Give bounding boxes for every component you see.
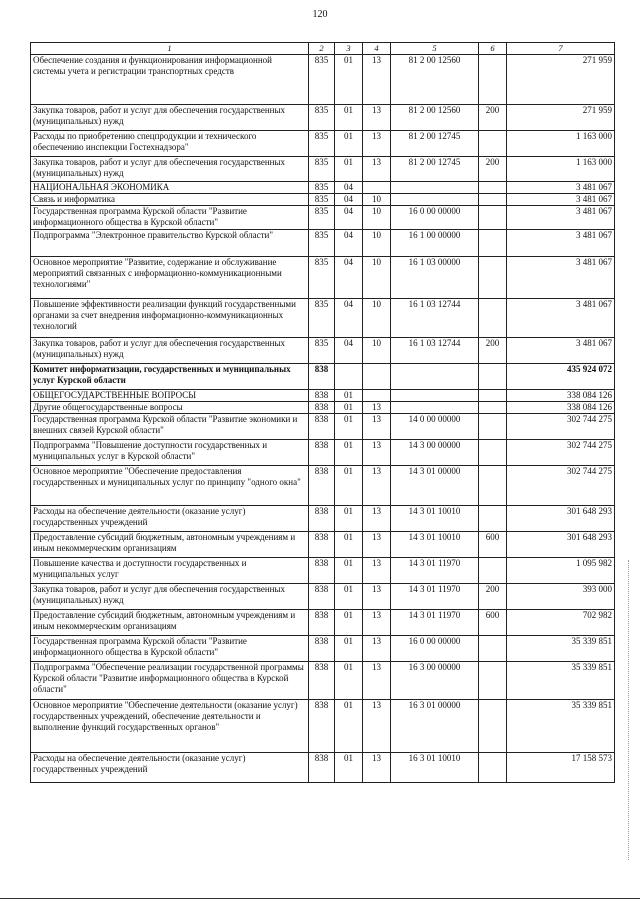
row-subsection: 13: [363, 402, 391, 414]
row-section: 04: [335, 299, 363, 338]
table-row: [31, 506, 615, 532]
row-target-article: 81 2 00 12745: [391, 131, 479, 157]
row-expense-type: [479, 299, 507, 338]
row-target-article: 14 3 01 00000: [391, 466, 479, 506]
row-admin-code: 835: [309, 206, 335, 230]
row-admin-code: 838: [309, 506, 335, 532]
row-section: 01: [335, 584, 363, 610]
col-header-1: 1: [31, 43, 309, 55]
table-row: [31, 390, 615, 402]
table-row: [31, 662, 615, 700]
row-amount: 3 481 067: [507, 182, 615, 194]
table-row: [31, 700, 615, 753]
row-section: [335, 364, 363, 390]
row-subsection: 13: [363, 584, 391, 610]
row-section: 04: [335, 182, 363, 194]
row-section: 01: [335, 402, 363, 414]
row-section: 04: [335, 338, 363, 364]
row-name: ОБЩЕГОСУДАРСТВЕННЫЕ ВОПРОСЫ: [31, 390, 309, 402]
row-subsection: 13: [363, 55, 391, 105]
row-admin-code: 835: [309, 131, 335, 157]
row-name: Основное мероприятие "Обеспечение деятельности (оказание услуг) государственных учреждений, обеспечение деятельности и выполнение функций государственных органов": [31, 700, 309, 753]
row-target-article: 14 3 01 10010: [391, 506, 479, 532]
row-amount: 3 481 067: [507, 206, 615, 230]
row-amount: 35 339 851: [507, 636, 615, 662]
scan-artifact: [628, 560, 630, 860]
row-name: Расходы по приобретению спецпродукции и технического обеспечению инспекции Гостехнадзора": [31, 131, 309, 157]
row-target-article: 14 3 00 00000: [391, 440, 479, 466]
row-section: 01: [335, 506, 363, 532]
row-target-article: 16 3 00 00000: [391, 662, 479, 700]
row-section: 01: [335, 414, 363, 440]
row-amount: 301 648 293: [507, 532, 615, 558]
col-header-6: 6: [479, 43, 507, 55]
row-subsection: 13: [363, 532, 391, 558]
row-section: 01: [335, 558, 363, 584]
table-row: [31, 610, 615, 636]
col-header-7: 7: [507, 43, 615, 55]
row-subsection: 13: [363, 157, 391, 182]
table-row: [31, 157, 615, 182]
row-name: Расходы на обеспечение деятельности (оказание услуг) государственных учреждений: [31, 506, 309, 532]
row-name: Подпрограмма "Электронное правительство Курской области": [31, 230, 309, 257]
row-amount: 302 744 275: [507, 466, 615, 506]
col-header-4: 4: [363, 43, 391, 55]
row-name: Закупка товаров, работ и услуг для обеспечения государственных (муниципальных) нужд: [31, 105, 309, 131]
row-admin-code: 838: [309, 390, 335, 402]
row-admin-code: 838: [309, 636, 335, 662]
row-target-article: 14 3 01 11970: [391, 584, 479, 610]
page-number: 120: [312, 9, 328, 20]
row-amount: 301 648 293: [507, 506, 615, 532]
row-target-article: [391, 182, 479, 194]
row-subsection: 10: [363, 230, 391, 257]
row-amount: 338 084 126: [507, 402, 615, 414]
row-target-article: 81 2 00 12560: [391, 105, 479, 131]
row-admin-code: 838: [309, 364, 335, 390]
row-name: Связь и информатика: [31, 194, 309, 206]
row-subsection: 10: [363, 257, 391, 299]
row-admin-code: 838: [309, 440, 335, 466]
row-expense-type: [479, 230, 507, 257]
row-subsection: 13: [363, 131, 391, 157]
row-section: 01: [335, 131, 363, 157]
row-expense-type: [479, 131, 507, 157]
row-amount: 3 481 067: [507, 194, 615, 206]
row-admin-code: 838: [309, 532, 335, 558]
row-admin-code: 838: [309, 662, 335, 700]
row-admin-code: 835: [309, 230, 335, 257]
table-row: [31, 414, 615, 440]
row-name: Комитет информатизации, государственных и муниципальных услуг Курской области: [31, 364, 309, 390]
row-amount: 35 339 851: [507, 700, 615, 753]
row-target-article: [391, 364, 479, 390]
row-admin-code: 835: [309, 194, 335, 206]
row-target-article: [391, 390, 479, 402]
row-amount: 3 481 067: [507, 338, 615, 364]
table-row: [31, 131, 615, 157]
row-admin-code: 835: [309, 257, 335, 299]
table-row: [31, 299, 615, 338]
row-expense-type: [479, 662, 507, 700]
row-name: Расходы на обеспечение деятельности (оказание услуг) государственных учреждений: [31, 753, 309, 783]
row-subsection: 13: [363, 440, 391, 466]
row-subsection: 13: [363, 466, 391, 506]
row-target-article: 16 1 00 00000: [391, 230, 479, 257]
row-amount: 271 959: [507, 105, 615, 131]
row-amount: 435 924 072: [507, 364, 615, 390]
row-expense-type: [479, 182, 507, 194]
table-row: [31, 532, 615, 558]
row-subsection: [363, 364, 391, 390]
row-amount: 35 339 851: [507, 662, 615, 700]
table-row: [31, 402, 615, 414]
row-name: Основное мероприятие "Развитие, содержание и обслуживание мероприятий связанных с информационно-коммуникационными технологиями": [31, 257, 309, 299]
row-target-article: 14 0 00 00000: [391, 414, 479, 440]
table-row: [31, 230, 615, 257]
row-subsection: 13: [363, 610, 391, 636]
row-subsection: [363, 390, 391, 402]
row-amount: 17 158 573: [507, 753, 615, 783]
row-name: Подпрограмма "Обеспечение реализации государственной программы Курской области "Развитие информационного общества в Курской области": [31, 662, 309, 700]
row-amount: 1 163 000: [507, 157, 615, 182]
row-name: Подпрограмма "Повышение доступности государственных и муниципальных услуг в Курской области": [31, 440, 309, 466]
row-expense-type: 600: [479, 610, 507, 636]
row-expense-type: [479, 753, 507, 783]
row-target-article: 81 2 00 12560: [391, 55, 479, 105]
row-target-article: 14 3 01 11970: [391, 558, 479, 584]
row-name: НАЦИОНАЛЬНАЯ ЭКОНОМИКА: [31, 182, 309, 194]
row-section: 04: [335, 194, 363, 206]
row-name: Повышение качества и доступности государственных и муниципальных услуг: [31, 558, 309, 584]
row-section: 01: [335, 610, 363, 636]
row-expense-type: 200: [479, 105, 507, 131]
row-section: 01: [335, 636, 363, 662]
row-admin-code: 835: [309, 157, 335, 182]
row-expense-type: [479, 390, 507, 402]
row-admin-code: 838: [309, 753, 335, 783]
row-amount: 702 982: [507, 610, 615, 636]
row-admin-code: 838: [309, 584, 335, 610]
row-expense-type: [479, 194, 507, 206]
row-section: 01: [335, 105, 363, 131]
row-section: 04: [335, 230, 363, 257]
row-admin-code: 835: [309, 338, 335, 364]
row-name: Основное мероприятие "Обеспечение предоставления государственных и муниципальных услуг по принципу "одного окна": [31, 466, 309, 506]
row-target-article: 16 1 03 12744: [391, 299, 479, 338]
row-admin-code: 838: [309, 610, 335, 636]
row-expense-type: 600: [479, 532, 507, 558]
table-row: [31, 636, 615, 662]
row-expense-type: [479, 636, 507, 662]
row-expense-type: 200: [479, 584, 507, 610]
row-amount: 3 481 067: [507, 230, 615, 257]
row-target-article: 16 1 03 00000: [391, 257, 479, 299]
table-row: [31, 584, 615, 610]
row-expense-type: [479, 414, 507, 440]
row-subsection: 13: [363, 636, 391, 662]
row-amount: 302 744 275: [507, 440, 615, 466]
row-subsection: 13: [363, 700, 391, 753]
row-subsection: 13: [363, 558, 391, 584]
row-admin-code: 835: [309, 55, 335, 105]
row-name: Государственная программа Курской области "Развитие экономики и внешних связей Курской области": [31, 414, 309, 440]
col-header-3: 3: [335, 43, 363, 55]
col-header-2: 2: [309, 43, 335, 55]
row-amount: 1 095 982: [507, 558, 615, 584]
row-subsection: 13: [363, 506, 391, 532]
row-expense-type: [479, 402, 507, 414]
row-expense-type: [479, 206, 507, 230]
row-target-article: 16 3 01 10010: [391, 753, 479, 783]
row-name: Повышение эффективности реализации функций государственными органами за счет внедрения информационно-коммуникационных технологий: [31, 299, 309, 338]
row-section: 01: [335, 157, 363, 182]
row-subsection: 13: [363, 662, 391, 700]
row-name: Государственная программа Курской области "Развитие информационного общества в Курской области": [31, 206, 309, 230]
row-expense-type: [479, 55, 507, 105]
table-row: [31, 753, 615, 783]
row-expense-type: [479, 700, 507, 753]
row-target-article: 16 0 00 00000: [391, 636, 479, 662]
row-expense-type: 200: [479, 338, 507, 364]
row-section: 01: [335, 753, 363, 783]
row-section: 01: [335, 390, 363, 402]
row-expense-type: [479, 364, 507, 390]
row-admin-code: 838: [309, 414, 335, 440]
row-admin-code: 838: [309, 402, 335, 414]
row-expense-type: 200: [479, 157, 507, 182]
row-section: 01: [335, 55, 363, 105]
budget-table: [30, 42, 615, 783]
col-header-5: 5: [391, 43, 479, 55]
row-target-article: [391, 402, 479, 414]
row-amount: 302 744 275: [507, 414, 615, 440]
row-subsection: 10: [363, 299, 391, 338]
row-expense-type: [479, 257, 507, 299]
row-amount: 1 163 000: [507, 131, 615, 157]
row-admin-code: 835: [309, 299, 335, 338]
table-row: [31, 257, 615, 299]
row-name: Государственная программа Курской области "Развитие информационного общества в Курской области": [31, 636, 309, 662]
row-target-article: 81 2 00 12745: [391, 157, 479, 182]
row-admin-code: 835: [309, 105, 335, 131]
row-section: 01: [335, 466, 363, 506]
table-row: [31, 466, 615, 506]
row-section: 01: [335, 700, 363, 753]
row-target-article: 14 3 01 10010: [391, 532, 479, 558]
row-section: 01: [335, 662, 363, 700]
row-name: Предоставление субсидий бюджетным, автономным учреждениям и иным некоммерческим организациям: [31, 532, 309, 558]
table-row: [31, 206, 615, 230]
row-admin-code: 835: [309, 182, 335, 194]
row-target-article: 14 3 01 11970: [391, 610, 479, 636]
row-subsection: [363, 182, 391, 194]
row-amount: 338 084 126: [507, 390, 615, 402]
row-name: Предоставление субсидий бюджетным, автономным учреждениям и иным некоммерческим организациям: [31, 610, 309, 636]
table-row: [31, 364, 615, 390]
table-row: [31, 338, 615, 364]
row-amount: 271 959: [507, 55, 615, 105]
row-section: 04: [335, 206, 363, 230]
row-expense-type: [479, 506, 507, 532]
row-subsection: 10: [363, 338, 391, 364]
table-row: [31, 105, 615, 131]
row-target-article: 16 1 03 12744: [391, 338, 479, 364]
row-amount: 393 000: [507, 584, 615, 610]
row-subsection: 13: [363, 105, 391, 131]
row-name: Обеспечение создания и функционирования информационной системы учета и регистрации транспортных средств: [31, 55, 309, 105]
row-expense-type: [479, 466, 507, 506]
table-row: [31, 55, 615, 105]
table-row: [31, 558, 615, 584]
row-target-article: 16 0 00 00000: [391, 206, 479, 230]
row-admin-code: 838: [309, 466, 335, 506]
row-admin-code: 838: [309, 558, 335, 584]
row-section: 04: [335, 257, 363, 299]
row-name: Закупка товаров, работ и услуг для обеспечения государственных (муниципальных) нужд: [31, 584, 309, 610]
row-name: Закупка товаров, работ и услуг для обеспечения государственных (муниципальных) нужд: [31, 338, 309, 364]
table-row: [31, 440, 615, 466]
header-row: [31, 43, 615, 55]
row-expense-type: [479, 558, 507, 584]
row-section: 01: [335, 440, 363, 466]
row-subsection: 10: [363, 206, 391, 230]
row-subsection: 13: [363, 753, 391, 783]
row-subsection: 13: [363, 414, 391, 440]
row-subsection: 10: [363, 194, 391, 206]
row-section: 01: [335, 532, 363, 558]
row-target-article: [391, 194, 479, 206]
row-expense-type: [479, 440, 507, 466]
row-name: Закупка товаров, работ и услуг для обеспечения государственных (муниципальных) нужд: [31, 157, 309, 182]
row-target-article: 16 3 01 00000: [391, 700, 479, 753]
row-amount: 3 481 067: [507, 299, 615, 338]
row-name: Другие общегосударственные вопросы: [31, 402, 309, 414]
table-row: [31, 182, 615, 194]
row-amount: 3 481 067: [507, 257, 615, 299]
row-admin-code: 838: [309, 700, 335, 753]
table-row: [31, 194, 615, 206]
page-bottom-border: [0, 898, 640, 899]
